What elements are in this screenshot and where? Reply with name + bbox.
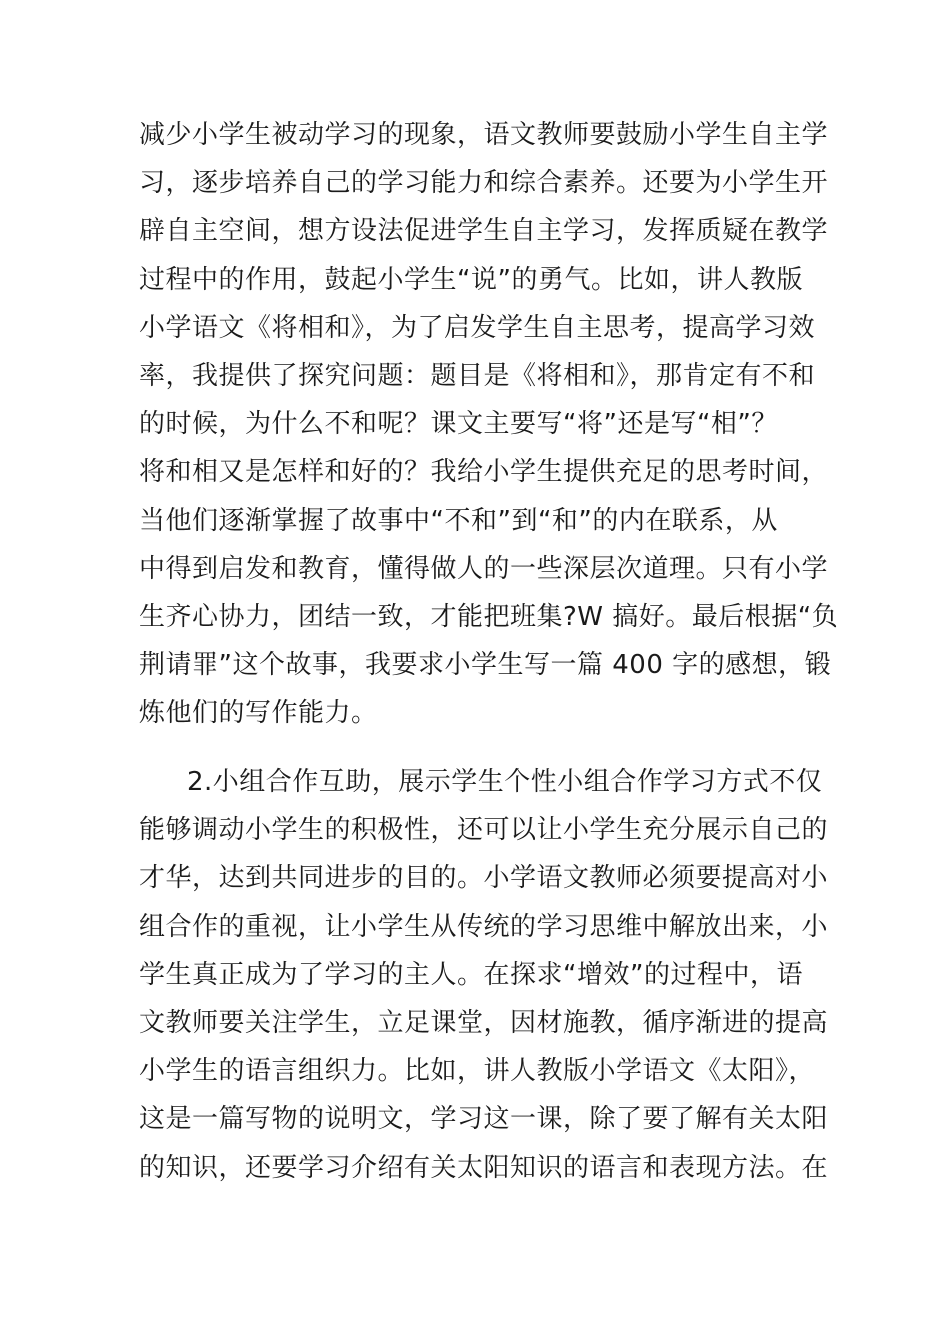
paragraph-2 xyxy=(139,758,829,1192)
paragraph-line: 过程中的作用，鼓起小学生“说”的勇气。比如，讲人教版 xyxy=(139,264,803,295)
paragraph-line: 辟自主空间，想方设法促进学生自主学习，发挥质疑在教学 xyxy=(139,216,829,247)
paragraph-line: 的知识，还要学习介绍有关太阳知识的语言和表现方法。在 xyxy=(139,1152,829,1183)
paragraph-line: 学生真正成为了学习的主人。在探求“增效”的过程中，语 xyxy=(139,959,803,990)
paragraph-line: 小学生的语言组织力。比如，讲人教版小学语文《太阳》， xyxy=(139,1056,816,1087)
paragraph-line: 这是一篇写物的说明文，学习这一课，除了要了解有关太阳 xyxy=(139,1104,829,1135)
paragraph-line: 当他们逐渐掌握了故事中“不和”到“和”的内在联系，从 xyxy=(139,505,778,536)
paragraph-line: 减少小学生被动学习的现象，语文教师要鼓励小学生自主学 xyxy=(139,120,829,150)
paragraph-line: 习，逐步培养自己的学习能力和综合素养。还要为小学生开 xyxy=(139,168,829,199)
paragraph-1 xyxy=(139,111,839,737)
paragraph-line: 的时候，为什么不和呢？课文主要写“将”还是写“相”？ xyxy=(139,409,778,440)
paragraph-line: 率，我提供了探究问题：题目是《将相和》，那肯定有不和 xyxy=(139,360,816,391)
paragraph-line: 中得到启发和教育，懂得做人的一些深层次道理。只有小学 xyxy=(139,553,829,584)
paragraph-line: 才华，达到共同进步的目的。小学语文教师必须要提高对小 xyxy=(139,863,829,894)
paragraph-line: 2.小组合作互助，展示学生个性小组合作学习方式不仅 xyxy=(187,767,823,797)
paragraph-line: 将和相又是怎样和好的？我给小学生提供充足的思考时间， xyxy=(139,457,829,488)
paragraph-line: 能够调动小学生的积极性，还可以让小学生充分展示自己的 xyxy=(139,815,829,846)
paragraph-line: 文教师要关注学生，立足课堂，因材施教，循序渐进的提高 xyxy=(139,1007,829,1038)
paragraph-line: 小学语文《将相和》，为了启发学生自主思考，提高学习效 xyxy=(139,312,816,343)
paragraph-line: 荆请罪”这个故事，我要求小学生写一篇 400 字的感想，锻 xyxy=(139,650,832,681)
paragraph-line: 炼他们的写作能力。 xyxy=(139,698,378,729)
paragraph-line: 组合作的重视，让小学生从传统的学习思维中解放出来，小 xyxy=(139,911,829,942)
paragraph-line: 生齐心协力，团结一致，才能把班集?W 搞好。最后根据“负 xyxy=(139,601,839,632)
